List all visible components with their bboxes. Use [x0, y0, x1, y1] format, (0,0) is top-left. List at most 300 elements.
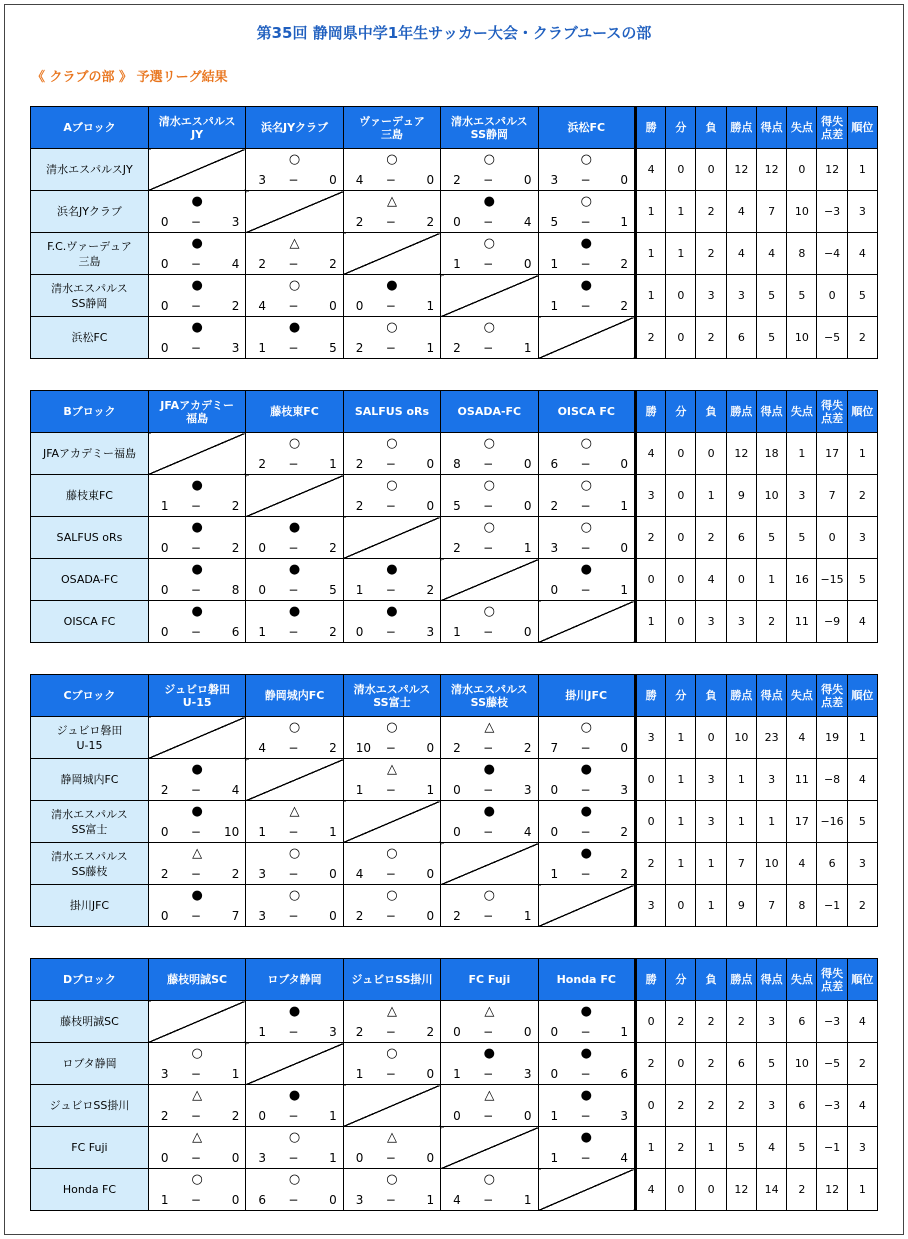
- goals-for: 0: [453, 1109, 461, 1123]
- table-row: [31, 759, 878, 801]
- stat-value: 0: [817, 275, 847, 317]
- loss-icon: ●: [580, 1004, 592, 1019]
- loss-icon: ●: [288, 520, 301, 535]
- goals-against: 4: [523, 215, 532, 229]
- loss-icon: ●: [580, 846, 592, 861]
- match-result: [148, 1043, 245, 1085]
- self-match-cell: [441, 275, 538, 317]
- goals-for: 2: [550, 499, 559, 513]
- stat-value: 2: [696, 317, 726, 359]
- match-result: [343, 433, 440, 475]
- loss-icon: ●: [191, 236, 203, 251]
- goals-for: 4: [258, 741, 266, 755]
- score-dash: −: [580, 215, 591, 229]
- goals-for: 2: [160, 867, 169, 881]
- self-match-cell: [246, 759, 343, 801]
- goals-against: 3: [329, 1025, 337, 1039]
- stat-value: 10: [787, 317, 817, 359]
- stat-value: 0: [696, 433, 726, 475]
- score-dash: −: [385, 499, 396, 513]
- stat-header: 順位: [847, 959, 877, 1001]
- loss-icon: ●: [483, 804, 496, 819]
- goals-against: 0: [231, 1151, 240, 1165]
- stat-value: 3: [635, 475, 665, 517]
- match-result: [246, 717, 343, 759]
- score-dash: −: [483, 825, 494, 839]
- match-result: [148, 233, 245, 275]
- stat-value: 3: [847, 843, 877, 885]
- loss-icon: ●: [386, 278, 398, 293]
- goals-for: 2: [453, 909, 461, 923]
- score-dash: −: [580, 825, 591, 839]
- match-result: [246, 559, 343, 601]
- win-icon: ○: [483, 604, 496, 619]
- goals-for: 1: [258, 341, 266, 355]
- stat-value: 3: [756, 759, 786, 801]
- win-icon: ○: [386, 152, 398, 167]
- goals-against: 3: [620, 1109, 628, 1123]
- goals-against: 0: [426, 173, 435, 187]
- stat-value: 0: [696, 1169, 726, 1211]
- loss-icon: ●: [288, 1004, 301, 1019]
- stat-value: −3: [817, 191, 847, 233]
- goals-against: 2: [329, 541, 337, 555]
- loss-icon: ●: [191, 604, 203, 619]
- goals-against: 0: [523, 1109, 532, 1123]
- match-result: [538, 717, 635, 759]
- goals-for: 7: [550, 741, 559, 755]
- goals-for: 2: [453, 173, 461, 187]
- win-icon: ○: [288, 1172, 301, 1187]
- match-result: [441, 149, 538, 191]
- stat-value: 4: [847, 1001, 877, 1043]
- stat-value: 4: [635, 149, 665, 191]
- score-dash: −: [580, 299, 591, 313]
- match-result: [246, 1169, 343, 1211]
- score-dash: −: [483, 1025, 494, 1039]
- win-icon: ○: [288, 436, 301, 451]
- match-result: [343, 275, 440, 317]
- loss-icon: ●: [191, 804, 203, 819]
- stat-value: 4: [696, 559, 726, 601]
- match-result: [343, 559, 440, 601]
- stat-value: 1: [696, 475, 726, 517]
- opponent-header: JFAアカデミー 福島: [148, 391, 245, 433]
- team-name: F.C.ヴァーデュア 三島: [31, 233, 149, 275]
- stat-value: 2: [635, 317, 665, 359]
- goals-for: 0: [160, 825, 169, 839]
- goals-for: 1: [355, 1067, 364, 1081]
- match-result: [538, 233, 635, 275]
- stat-value: 2: [787, 1169, 817, 1211]
- goals-for: 0: [453, 783, 461, 797]
- goals-for: 0: [453, 215, 461, 229]
- self-match-cell: [246, 191, 343, 233]
- goals-against: 0: [523, 499, 532, 513]
- score-dash: −: [580, 741, 591, 755]
- stat-value: 1: [635, 1127, 665, 1169]
- score-dash: −: [483, 1109, 494, 1123]
- match-result: [538, 1085, 635, 1127]
- goals-against: 2: [329, 257, 337, 271]
- stat-value: 1: [726, 801, 756, 843]
- win-icon: ○: [483, 152, 496, 167]
- league-table: [30, 106, 878, 359]
- score-dash: −: [288, 1151, 299, 1165]
- table-row: [31, 317, 878, 359]
- stat-value: 5: [847, 559, 877, 601]
- stat-header: 失点: [787, 675, 817, 717]
- opponent-header: ジュビロ磐田 U-15: [148, 675, 245, 717]
- win-icon: ○: [386, 320, 398, 335]
- goals-for: 4: [258, 299, 266, 313]
- goals-for: 4: [355, 173, 364, 187]
- stat-value: 1: [635, 601, 665, 643]
- stat-header: 順位: [847, 675, 877, 717]
- stat-value: 4: [635, 433, 665, 475]
- score-dash: −: [288, 909, 299, 923]
- stat-value: 19: [817, 717, 847, 759]
- stat-value: 16: [787, 559, 817, 601]
- stat-value: 1: [847, 1169, 877, 1211]
- stat-value: 4: [787, 843, 817, 885]
- match-result: [538, 843, 635, 885]
- goals-for: 5: [550, 215, 559, 229]
- opponent-header: ジュビロSS掛川: [343, 959, 440, 1001]
- stat-value: 11: [787, 759, 817, 801]
- stat-value: 3: [696, 759, 726, 801]
- goals-against: 2: [426, 583, 435, 597]
- table-row: [31, 801, 878, 843]
- stat-value: 2: [666, 1127, 696, 1169]
- win-icon: ○: [386, 1046, 398, 1061]
- match-result: [246, 275, 343, 317]
- match-result: [538, 801, 635, 843]
- score-dash: −: [580, 499, 591, 513]
- stat-header: 分: [666, 107, 696, 149]
- self-match-cell: [148, 433, 245, 475]
- stat-value: 10: [787, 1043, 817, 1085]
- stat-header: 失点: [787, 959, 817, 1001]
- stat-value: 0: [635, 801, 665, 843]
- score-dash: −: [190, 583, 201, 597]
- goals-against: 5: [329, 583, 337, 597]
- league-table: [30, 958, 878, 1211]
- loss-icon: ●: [191, 278, 203, 293]
- goals-for: 2: [258, 457, 266, 471]
- header-row: [31, 107, 878, 149]
- score-dash: −: [190, 825, 201, 839]
- stat-value: 6: [726, 317, 756, 359]
- goals-for: 2: [453, 341, 461, 355]
- goals-for: 1: [550, 257, 559, 271]
- score-dash: −: [385, 341, 396, 355]
- score-dash: −: [483, 625, 494, 639]
- stat-header: 得点: [756, 391, 786, 433]
- goals-for: 1: [550, 867, 559, 881]
- goals-for: 0: [355, 625, 364, 639]
- header-row: [31, 959, 878, 1001]
- team-name: 清水エスパルス SS富士: [31, 801, 149, 843]
- draw-icon: △: [386, 1004, 397, 1019]
- stat-value: 4: [847, 601, 877, 643]
- stat-value: 2: [696, 1085, 726, 1127]
- goals-against: 0: [231, 1193, 240, 1207]
- match-result: [148, 1127, 245, 1169]
- goals-for: 3: [550, 541, 559, 555]
- stat-value: 1: [666, 717, 696, 759]
- goals-for: 4: [355, 867, 364, 881]
- goals-against: 3: [231, 341, 240, 355]
- goals-for: 2: [453, 541, 461, 555]
- stat-value: 17: [787, 801, 817, 843]
- goals-against: 5: [329, 341, 337, 355]
- goals-against: 1: [620, 583, 628, 597]
- goals-for: 0: [258, 541, 266, 555]
- score-dash: −: [385, 741, 396, 755]
- goals-for: 2: [355, 215, 364, 229]
- goals-against: 1: [329, 1151, 337, 1165]
- stat-value: 5: [756, 317, 786, 359]
- opponent-header: 掛川JFC: [538, 675, 635, 717]
- stat-value: 2: [726, 1001, 756, 1043]
- goals-against: 1: [231, 1067, 240, 1081]
- draw-icon: △: [386, 1130, 397, 1145]
- stat-value: 3: [756, 1085, 786, 1127]
- match-result: [441, 317, 538, 359]
- score-dash: −: [190, 499, 201, 513]
- score-dash: −: [385, 1025, 396, 1039]
- goals-for: 3: [258, 867, 266, 881]
- match-result: [246, 801, 343, 843]
- stat-header: 負: [696, 959, 726, 1001]
- loss-icon: ●: [386, 604, 398, 619]
- match-result: [538, 1043, 635, 1085]
- goals-against: 0: [329, 909, 337, 923]
- score-dash: −: [190, 909, 201, 923]
- stat-value: 2: [847, 1043, 877, 1085]
- stat-header: 得失 点差: [817, 959, 847, 1001]
- match-result: [246, 601, 343, 643]
- stat-value: 0: [635, 759, 665, 801]
- header-row: [31, 391, 878, 433]
- win-icon: ○: [580, 436, 592, 451]
- stat-value: 2: [696, 1043, 726, 1085]
- stat-value: 8: [787, 233, 817, 275]
- self-match-cell: [538, 317, 635, 359]
- score-dash: −: [190, 215, 201, 229]
- goals-against: 0: [523, 257, 532, 271]
- goals-against: 0: [426, 1151, 435, 1165]
- team-name: 藤枝東FC: [31, 475, 149, 517]
- goals-for: 3: [160, 1067, 169, 1081]
- stat-header: 負: [696, 675, 726, 717]
- stat-value: 0: [666, 433, 696, 475]
- goals-for: 10: [355, 741, 372, 755]
- goals-for: 0: [160, 215, 169, 229]
- stat-value: 0: [666, 885, 696, 927]
- goals-for: 0: [160, 1151, 169, 1165]
- table-row: [31, 149, 878, 191]
- match-result: [538, 759, 635, 801]
- stat-value: 3: [847, 1127, 877, 1169]
- match-result: [148, 191, 245, 233]
- draw-icon: △: [192, 846, 203, 861]
- opponent-header: 清水エスパルス SS富士: [343, 675, 440, 717]
- block-name: Aブロック: [31, 107, 149, 149]
- table-row: [31, 885, 878, 927]
- match-result: [148, 475, 245, 517]
- score-dash: −: [385, 457, 396, 471]
- stat-value: −5: [817, 1043, 847, 1085]
- goals-for: 0: [160, 257, 169, 271]
- score-dash: −: [385, 909, 396, 923]
- draw-icon: △: [192, 1130, 203, 1145]
- stat-header: 勝点: [726, 391, 756, 433]
- goals-against: 0: [620, 457, 628, 471]
- table-row: [31, 559, 878, 601]
- goals-against: 4: [523, 825, 532, 839]
- block-name: Cブロック: [31, 675, 149, 717]
- goals-against: 0: [426, 1067, 435, 1081]
- goals-against: 1: [523, 1193, 532, 1207]
- goals-for: 1: [550, 299, 559, 313]
- goals-against: 1: [426, 783, 435, 797]
- match-result: [246, 433, 343, 475]
- stat-value: 12: [726, 149, 756, 191]
- stat-value: 3: [756, 1001, 786, 1043]
- goals-against: 0: [426, 867, 435, 881]
- stat-value: 0: [696, 149, 726, 191]
- team-name: ロブタ静岡: [31, 1043, 149, 1085]
- win-icon: ○: [288, 720, 301, 735]
- opponent-header: FC Fuji: [441, 959, 538, 1001]
- stat-value: −3: [817, 1085, 847, 1127]
- score-dash: −: [288, 1109, 299, 1123]
- self-match-cell: [148, 1001, 245, 1043]
- win-icon: ○: [191, 1046, 203, 1061]
- stat-value: 6: [817, 843, 847, 885]
- stat-header: 勝点: [726, 959, 756, 1001]
- goals-against: 2: [620, 825, 628, 839]
- stat-value: 10: [726, 717, 756, 759]
- loss-icon: ●: [580, 1130, 592, 1145]
- stat-value: 0: [666, 275, 696, 317]
- score-dash: −: [580, 257, 591, 271]
- stat-value: −15: [817, 559, 847, 601]
- stat-value: 0: [666, 1043, 696, 1085]
- stat-value: 9: [726, 475, 756, 517]
- team-name: 静岡城内FC: [31, 759, 149, 801]
- match-result: [246, 1001, 343, 1043]
- loss-icon: ●: [483, 194, 496, 209]
- stat-value: 10: [756, 475, 786, 517]
- goals-for: 0: [453, 825, 461, 839]
- win-icon: ○: [288, 846, 301, 861]
- stat-value: 2: [847, 317, 877, 359]
- loss-icon: ●: [288, 1088, 301, 1103]
- match-result: [246, 885, 343, 927]
- stat-value: 3: [696, 275, 726, 317]
- loss-icon: ●: [483, 762, 496, 777]
- draw-icon: △: [386, 762, 397, 777]
- loss-icon: ●: [580, 278, 592, 293]
- stat-value: 5: [726, 1127, 756, 1169]
- table-row: [31, 433, 878, 475]
- stat-value: 3: [726, 275, 756, 317]
- win-icon: ○: [386, 1172, 398, 1187]
- goals-against: 4: [620, 1151, 628, 1165]
- stat-value: 6: [787, 1085, 817, 1127]
- score-dash: −: [483, 457, 494, 471]
- goals-for: 0: [550, 825, 559, 839]
- goals-against: 3: [523, 783, 532, 797]
- stat-header: 勝: [635, 391, 665, 433]
- goals-against: 2: [231, 867, 240, 881]
- goals-against: 0: [329, 1193, 337, 1207]
- score-dash: −: [483, 741, 494, 755]
- goals-for: 1: [453, 1067, 461, 1081]
- team-name: Honda FC: [31, 1169, 149, 1211]
- stat-value: 2: [696, 233, 726, 275]
- goals-for: 1: [160, 1193, 169, 1207]
- draw-icon: △: [484, 1088, 495, 1103]
- stat-value: 7: [726, 843, 756, 885]
- win-icon: ○: [191, 1172, 203, 1187]
- stat-value: 0: [666, 475, 696, 517]
- stat-value: −9: [817, 601, 847, 643]
- team-name: 清水エスパルスJY: [31, 149, 149, 191]
- league-table: [30, 390, 878, 643]
- self-match-cell: [246, 1043, 343, 1085]
- stat-header: 勝: [635, 107, 665, 149]
- match-result: [246, 1085, 343, 1127]
- goals-for: 1: [550, 1109, 559, 1123]
- stat-value: 3: [696, 801, 726, 843]
- table-row: [31, 1127, 878, 1169]
- goals-against: 4: [231, 257, 240, 271]
- loss-icon: ●: [191, 478, 203, 493]
- table-row: [31, 717, 878, 759]
- goals-against: 0: [523, 173, 532, 187]
- goals-against: 2: [426, 215, 435, 229]
- stat-value: 7: [817, 475, 847, 517]
- opponent-header: 藤枝明誠SC: [148, 959, 245, 1001]
- goals-for: 2: [160, 783, 169, 797]
- stat-header: 得失 点差: [817, 391, 847, 433]
- loss-icon: ●: [580, 1046, 592, 1061]
- stat-value: 4: [726, 191, 756, 233]
- goals-against: 1: [523, 341, 532, 355]
- stat-value: 3: [787, 475, 817, 517]
- stat-value: 7: [756, 885, 786, 927]
- match-result: [538, 475, 635, 517]
- stat-value: 6: [726, 1043, 756, 1085]
- score-dash: −: [483, 541, 494, 555]
- stat-header: 失点: [787, 391, 817, 433]
- self-match-cell: [441, 1127, 538, 1169]
- match-result: [441, 1169, 538, 1211]
- score-dash: −: [288, 741, 299, 755]
- score-dash: −: [580, 173, 591, 187]
- goals-for: 0: [160, 625, 169, 639]
- goals-against: 3: [231, 215, 240, 229]
- goals-for: 0: [355, 299, 364, 313]
- match-result: [343, 717, 440, 759]
- win-icon: ○: [483, 320, 496, 335]
- stat-value: 23: [756, 717, 786, 759]
- score-dash: −: [190, 257, 201, 271]
